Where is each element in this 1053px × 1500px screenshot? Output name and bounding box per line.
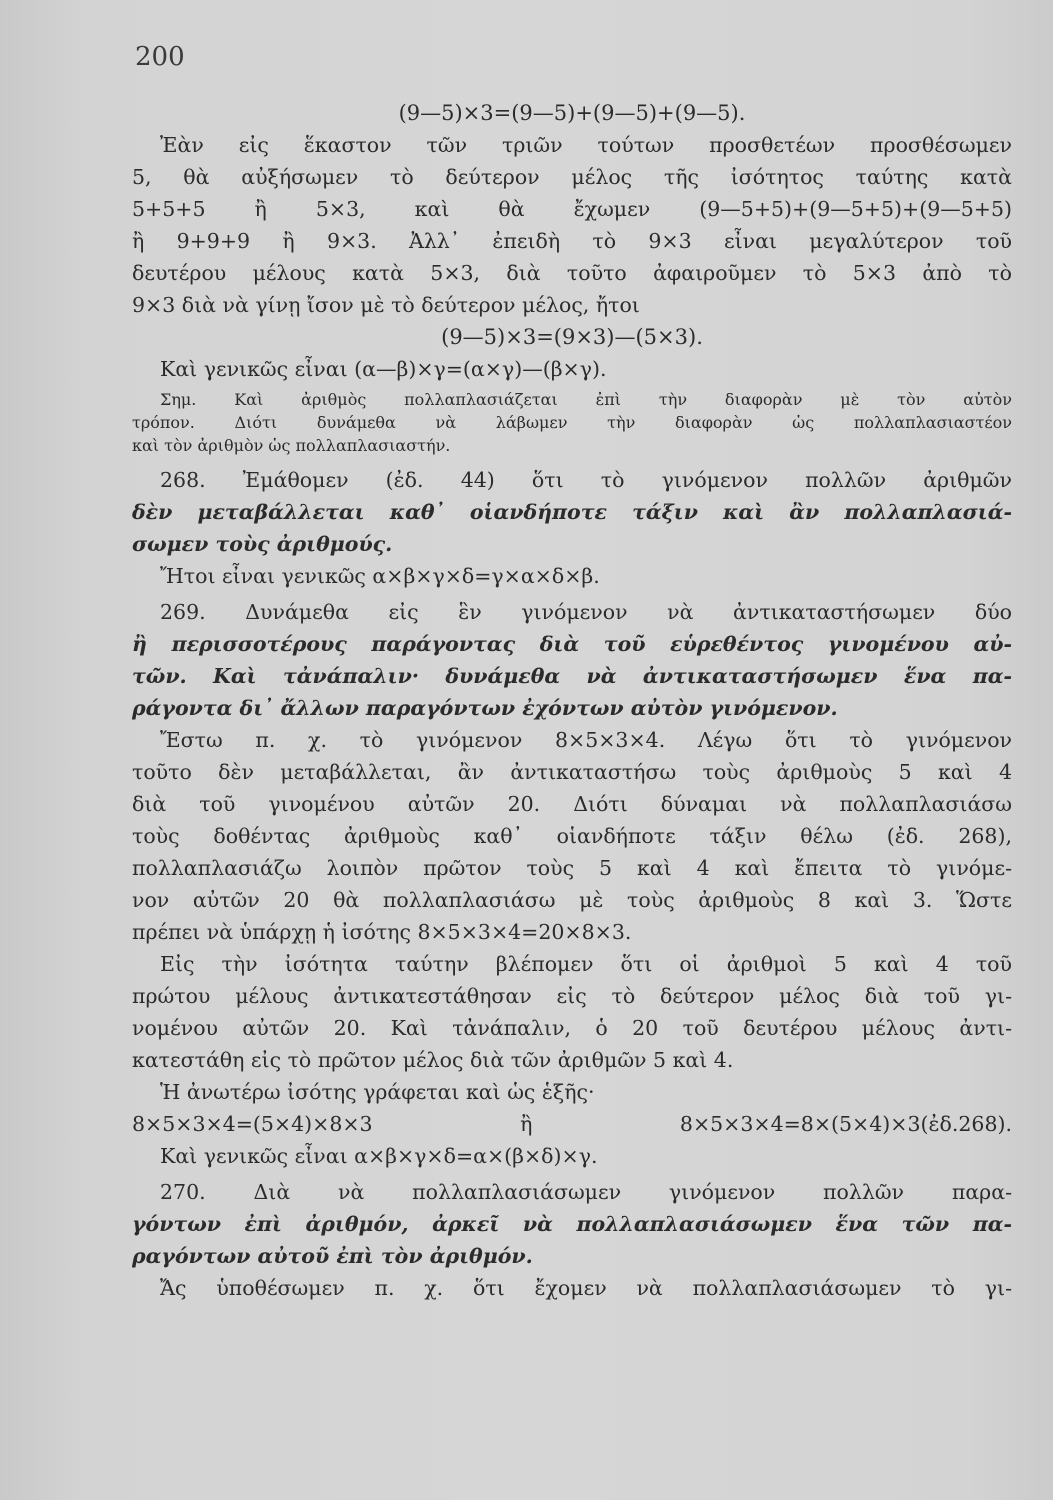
page-text [132, 100, 1012, 1301]
text-line: Ἤτοι εἶναι γενικῶς α×β×γ×δ=γ×α×δ×β. [160, 564, 600, 588]
text-line: τοῦτο δὲν μεταβάλλεται, ἂν ἀντικαταστήσω τοὺς ἀριθμοὺς 5 καὶ 4 [132, 760, 1012, 784]
text-line: (9—5)×3=(9×3)—(5×3). [441, 325, 703, 349]
text-line: ράγοντα δι᾽ ἄλλων παραγόντων ἐχόντων αὐτὸν γινόμενον. [132, 696, 838, 720]
text-line: 5+5+5 ἢ 5×3, καὶ θὰ ἔχωμεν (9—5+5)+(9—5+5)+(9—5+5) [132, 197, 1012, 221]
text-line: σωμεν τοὺς ἀριθμούς. [132, 532, 393, 556]
line-gap [132, 589, 1012, 599]
text-line: πρέπει νὰ ὑπάρχῃ ἡ ἰσότης 8×5×3×4=20×8×3. [132, 920, 632, 944]
line-gap [132, 1169, 1012, 1179]
text-line: κατεστάθη εἰς τὸ πρῶτον μέλος διὰ τῶν ἀριθμῶν 5 καὶ 4. [132, 1048, 734, 1072]
text-line: Ἐὰν εἰς ἕκαστον τῶν τριῶν τούτων προσθετέων προσθέσωμεν [160, 133, 1012, 157]
text-line: δευτέρου μέλους κατὰ 5×3, διὰ τοῦτο ἀφαιροῦμεν τὸ 5×3 ἀπὸ τὸ [132, 261, 1012, 285]
text-line: 5, θὰ αὐξήσωμεν τὸ δεύτερον μέλος τῆς ἰσότητος ταύτης κατὰ [132, 165, 1012, 189]
text-line: 8×5×3×4=(5×4)×8×3 ἢ 8×5×3×4=8×(5×4)×3(ἐδ.268). [132, 1112, 1012, 1136]
text-line: γόντων ἐπὶ ἀριθμόν, ἀρκεῖ νὰ πολλαπλασιάσωμεν ἕνα τῶν πα- [132, 1212, 1012, 1236]
text-line: πολλαπλασιάζω λοιπὸν πρῶτον τοὺς 5 καὶ 4 καὶ ἔπειτα τὸ γινόμε- [132, 856, 1012, 880]
text-line: δὲν μεταβάλλεται καθ᾽ οἱανδήποτε τάξιν καὶ ἂν πολλαπλασιά- [132, 500, 1012, 524]
text-line: (9—5)×3=(9—5)+(9—5)+(9—5). [398, 101, 746, 125]
text-line: Εἰς τὴν ἰσότητα ταύτην βλέπομεν ὅτι οἱ ἀριθμοὶ 5 καὶ 4 τοῦ [160, 952, 1012, 976]
text-line: νον αὐτῶν 20 θὰ πολλαπλασιάσω μὲ τοὺς ἀριθμοὺς 8 καὶ 3. Ὥστε [132, 888, 1012, 912]
text-line: Ἄς ὑποθέσωμεν π. χ. ὅτι ἔχομεν νὰ πολλαπλασιάσωμεν τὸ γι- [160, 1276, 1012, 1300]
text-line: Ἡ ἀνωτέρω ἰσότης γράφεται καὶ ὡς ἑξῆς· [160, 1080, 595, 1104]
text-line: πρώτου μέλους ἀντικατεστάθησαν εἰς τὸ δεύτερον μέλος διὰ τοῦ γι- [132, 984, 1012, 1008]
line-gap [132, 457, 1012, 467]
text-line: καὶ τὸν ἀριθμὸν ὡς πολλαπλασιαστήν. [132, 436, 451, 455]
text-line: 9×3 διὰ νὰ γίνῃ ἴσον μὲ τὸ δεύτερον μέλος, ἤτοι [132, 293, 640, 317]
text-line: νομένου αὐτῶν 20. Καὶ τἀνάπαλιν, ὁ 20 τοῦ δευτέρου μέλους ἀντι- [132, 1016, 1012, 1040]
text-line: τῶν. Καὶ τἀνάπαλιν· δυνάμεθα νὰ ἀντικαταστήσωμεν ἕνα πα- [132, 664, 1012, 688]
text-line: τοὺς δοθέντας ἀριθμοὺς καθ᾽ οἱανδήποτε τάξιν θέλω (ἐδ. 268), [132, 824, 1012, 848]
text-line: διὰ τοῦ γινομένου αὐτῶν 20. Διότι δύναμαι νὰ πολλαπλασιάσω [132, 792, 1012, 816]
text-line: Καὶ γενικῶς εἶναι α×β×γ×δ=α×(β×δ)×γ. [160, 1144, 598, 1168]
text-line: Σημ. Καὶ ἀριθμὸς πολλαπλασιάζεται ἐπὶ τὴν διαφορὰν μὲ τὸν αὐτὸν [160, 390, 1012, 409]
text-line: τρόπον. Διότι δυνάμεθα νὰ λάβωμεν τὴν διαφορὰν ὡς πολλαπλασιαστέον [132, 413, 1012, 432]
text-line: ἢ περισσοτέρους παράγοντας διὰ τοῦ εὑρεθέντος γινομένου αὐ- [132, 632, 1012, 656]
text-line: 270. Διὰ νὰ πολλαπλασιάσωμεν γινόμενον πολλῶν παρα- [160, 1180, 1012, 1204]
text-line: 269. Δυνάμεθα εἰς ἓν γινόμενον νὰ ἀντικαταστήσωμεν δύο [160, 600, 1012, 624]
page-number: 200 [135, 42, 185, 72]
text-line: ἢ 9+9+9 ἢ 9×3. Ἀλλ᾽ ἐπειδὴ τὸ 9×3 εἶναι μεγαλύτερον τοῦ [132, 229, 1012, 253]
text-line: Ἔστω π. χ. τὸ γινόμενον 8×5×3×4. Λέγω ὅτι τὸ γινόμενον [160, 728, 1012, 752]
text-line: 268. Ἐμάθομεν (ἐδ. 44) ὅτι τὸ γινόμενον πολλῶν ἀριθμῶν [160, 468, 1012, 492]
text-line: ραγόντων αὐτοῦ ἐπὶ τὸν ἀριθμόν. [132, 1244, 533, 1268]
text-line: Καὶ γενικῶς εἶναι (α—β)×γ=(α×γ)—(β×γ). [160, 357, 607, 381]
